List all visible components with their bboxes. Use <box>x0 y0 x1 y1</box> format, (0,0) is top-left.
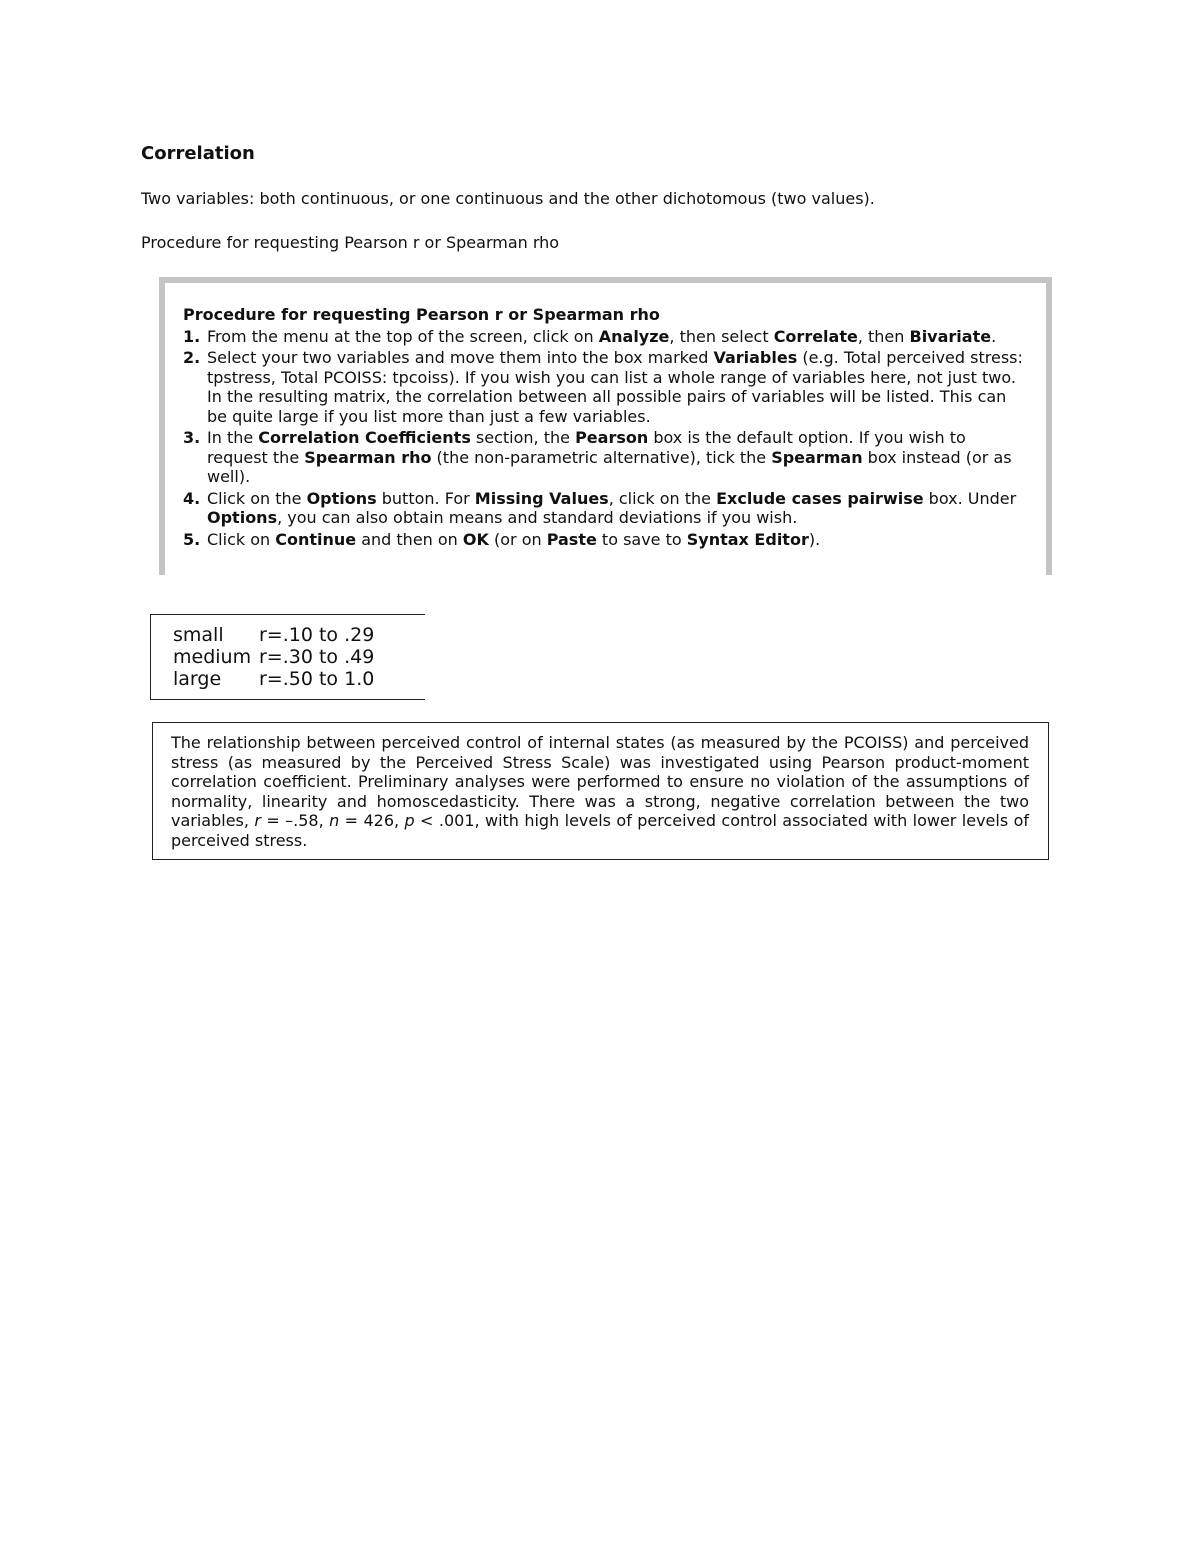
step-text-bold: Analyze <box>598 326 670 346</box>
effect-range: r=.10 to .29 <box>259 624 375 646</box>
effect-label: medium <box>173 646 252 668</box>
report-text-italic: r <box>254 811 261 830</box>
step-number: 2. <box>183 348 201 367</box>
step-number: 3. <box>183 428 201 447</box>
procedure-title: Procedure for requesting Pearson r or Spearman rho <box>183 305 660 324</box>
report-example-box <box>152 722 1049 860</box>
report-text-run: = 426, <box>339 811 405 830</box>
step-text-bold: Variables <box>713 348 798 367</box>
step-text-run: box. Under <box>923 488 1017 508</box>
report-text-run: The relationship between perceived control of internal states (as measured by the PCOISS) and perceived stress (as measured by the Perceived Stress Scale) was investigated using Pearson product-moment correlation coefficient. Preliminary analyses were performed to ensure no violation of the assumptions of normality, linearity and homoscedasticity. There was a strong, negative correlation between the two variables, <box>171 733 1029 830</box>
step-text-run: Click on <box>207 529 276 549</box>
step-text <box>207 348 1023 426</box>
procedure-step <box>183 327 1023 347</box>
step-text-run: box instead (or as well). <box>207 447 1012 486</box>
step-text-run: Select your two variables and move them into the box marked <box>207 348 714 367</box>
intro-text: Two variables: both continuous, or one continuous and the other dichotomous (two values). <box>141 189 875 208</box>
step-text-run: , click on the <box>608 488 717 508</box>
step-text-bold: Syntax Editor <box>686 529 809 549</box>
step-text-bold: Correlation Coefficients <box>258 428 471 447</box>
step-text-run: , then select <box>669 326 774 346</box>
procedure-box <box>159 277 1052 575</box>
step-text-run: , then <box>857 326 910 346</box>
step-text-run: In the <box>207 428 259 447</box>
effect-row-large <box>173 668 374 690</box>
effect-row-medium <box>173 646 374 668</box>
step-text-bold: Bivariate <box>909 326 992 346</box>
procedure-content <box>183 305 1023 551</box>
step-text-bold: Paste <box>546 529 597 549</box>
step-text-run: , you can also obtain means and standard deviations if you wish. <box>277 508 798 527</box>
procedure-step <box>183 348 1023 426</box>
step-text-bold: Continue <box>275 529 357 549</box>
report-text-run: < .001, with high levels of perceived control associated with lower levels of perceived stress. <box>171 811 1029 850</box>
step-text-run: and then on <box>356 529 463 549</box>
report-text <box>171 733 1029 850</box>
report-text-italic: n <box>329 811 340 830</box>
step-text-run: box is the default option. If you wish to request the <box>207 428 966 467</box>
step-text-bold: Spearman <box>771 447 863 467</box>
report-text-run: = –.58, <box>260 811 330 830</box>
effect-range: r=.50 to 1.0 <box>259 668 375 690</box>
effect-label: large <box>173 668 222 690</box>
procedure-step <box>183 489 1023 528</box>
effect-row-small <box>173 624 374 646</box>
step-text-run: to save to <box>596 529 687 549</box>
step-text-run: . <box>991 326 997 346</box>
procedure-step <box>183 530 1023 550</box>
step-text-bold: Missing Values <box>474 488 609 508</box>
step-number: 5. <box>183 529 201 549</box>
step-text-run: (e.g. Total perceived stress: tpstress, Total PCOISS: tpcoiss). If you wish you can list a whole range of variables here, not just two. In the resulting matrix, the correlation between all possible pairs of variables will be listed. This can be quite large if you list more than just a few variables. <box>207 348 1023 426</box>
procedure-steps <box>183 327 1023 550</box>
step-text-bold: Spearman rho <box>304 447 432 467</box>
step-text-run: (the non-parametric alternative), tick the <box>431 447 772 467</box>
effect-range: r=.30 to .49 <box>259 646 375 668</box>
step-text-run: section, the <box>470 428 576 447</box>
procedure-step <box>183 428 1023 487</box>
step-text <box>207 530 1023 550</box>
step-text-run: button. For <box>376 488 475 508</box>
step-text <box>207 489 1023 528</box>
step-text-run: From the menu at the top of the screen, click on <box>207 326 599 346</box>
step-text-run: Click on the <box>207 488 307 508</box>
step-number: 4. <box>183 488 201 508</box>
step-text-bold: OK <box>462 529 489 549</box>
step-text-bold: Pearson <box>575 428 649 447</box>
step-text-bold: Options <box>306 488 377 508</box>
procedure-caption: Procedure for requesting Pearson r or Spearman rho <box>141 233 560 252</box>
step-text-run: ). <box>808 529 821 549</box>
step-text-bold: Exclude cases pairwise <box>716 488 924 508</box>
effect-size-box <box>150 614 425 700</box>
step-text <box>207 327 1023 347</box>
step-number: 1. <box>183 326 201 346</box>
effect-label: small <box>173 624 224 646</box>
step-text <box>207 428 1023 487</box>
report-text-italic: p <box>404 811 415 830</box>
step-text-run: (or on <box>488 529 547 549</box>
step-text-bold: Correlate <box>773 326 858 346</box>
step-text-bold: Options <box>207 508 278 527</box>
page-heading: Correlation <box>141 143 255 164</box>
